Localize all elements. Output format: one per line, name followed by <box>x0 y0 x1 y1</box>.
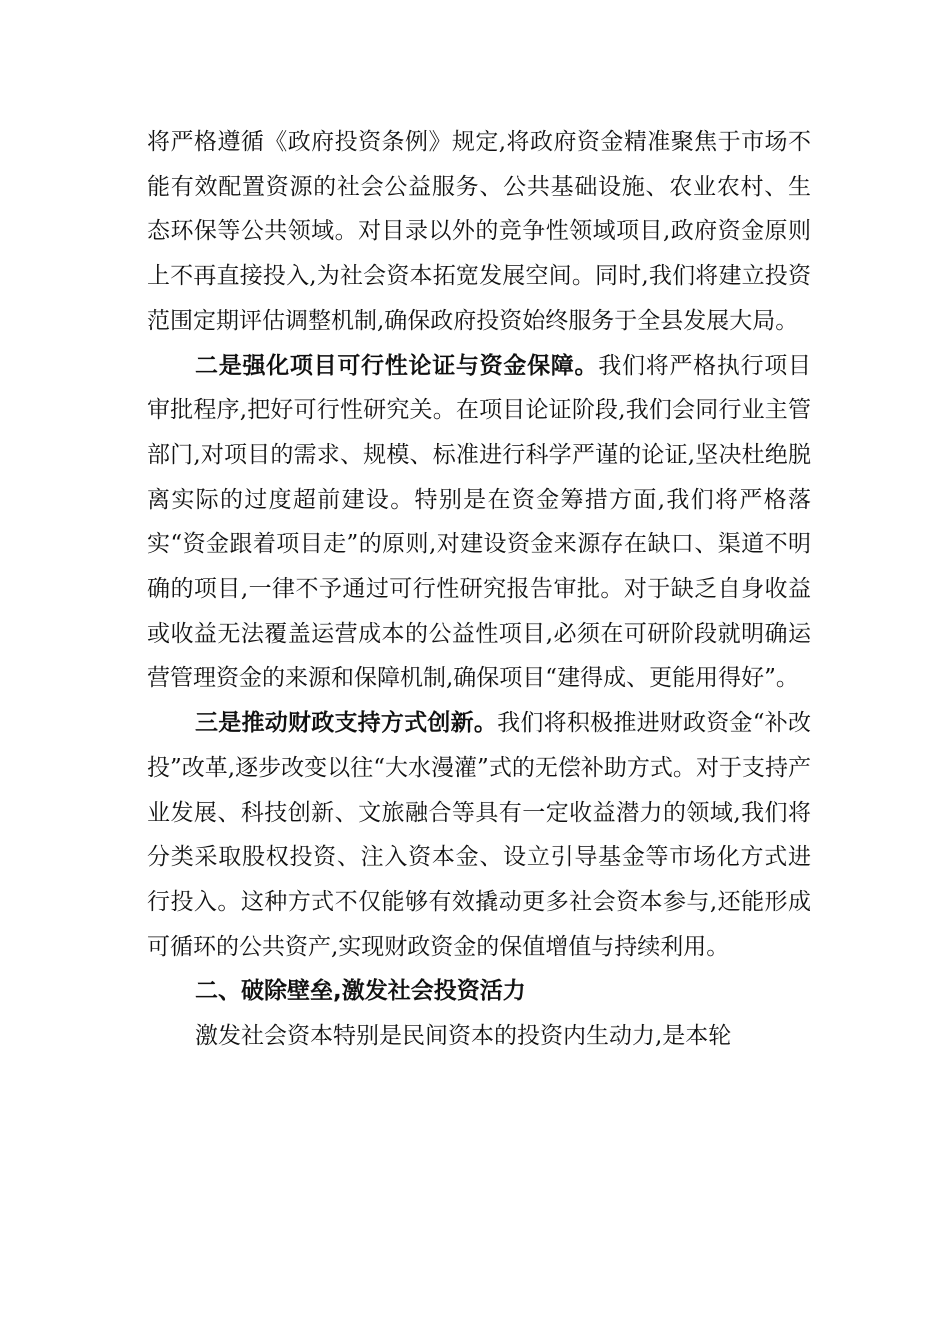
paragraph-feasibility <box>147 344 811 702</box>
document-body <box>147 120 811 1059</box>
section-heading: 二、破除壁垒,激发社会投资活力 <box>195 978 526 1005</box>
paragraph-body: 将严格遵循《政府投资条例》规定,将政府资金精准聚焦于市场不能有效配置资源的社会公益服务、公共基础设施、农业农村、生态环保等公共领域。对目录以外的竞争性领域项目,政府资金原则上不再直接投入,为社会资本拓宽发展空间。同时,我们将建立投资范围定期评估调整机制,确保政府投资始终服务于全县发展大局。 <box>147 129 811 334</box>
paragraph-fiscal-innovation <box>147 701 811 969</box>
paragraph-lead: 三是推动财政支持方式创新。 <box>195 710 498 737</box>
paragraph-continuation <box>147 120 811 344</box>
paragraph-closing: 激发社会资本特别是民间资本的投资内生动力,是本轮 <box>195 1023 732 1050</box>
paragraph-body: 我们将积极推进财政资金“补改投”改革,逐步改变以往“大水漫灌”式的无偿补助方式。对于支持产业发展、科技创新、文旅融合等具有一定收益潜力的领域,我们将分类采取股权投资、注入资本金、设立引导基金等市场化方式进行投入。这种方式不仅能够有效撬动更多社会资本参与,还能形成可循环的公共资产,实现财政资金的保值增值与持续利用。 <box>147 710 812 960</box>
paragraph-body: 我们将严格执行项目审批程序,把好可行性研究关。在项目论证阶段,我们会同行业主管部门,对项目的需求、规模、标准进行科学严谨的论证,坚决杜绝脱离实际的过度超前建设。特别是在资金筹措方面,我们将严格落实“资金跟着项目走”的原则,对建设资金来源存在缺口、渠道不明确的项目,一律不予通过可行性研究报告审批。对于缺乏自身收益或收益无法覆盖运营成本的公益性项目,必须在可研阶段就明确运营管理资金的来源和保障机制,确保项目“建得成、更能用得好”。 <box>147 352 812 692</box>
paragraph-lead: 二是强化项目可行性论证与资金保障。 <box>195 352 599 379</box>
